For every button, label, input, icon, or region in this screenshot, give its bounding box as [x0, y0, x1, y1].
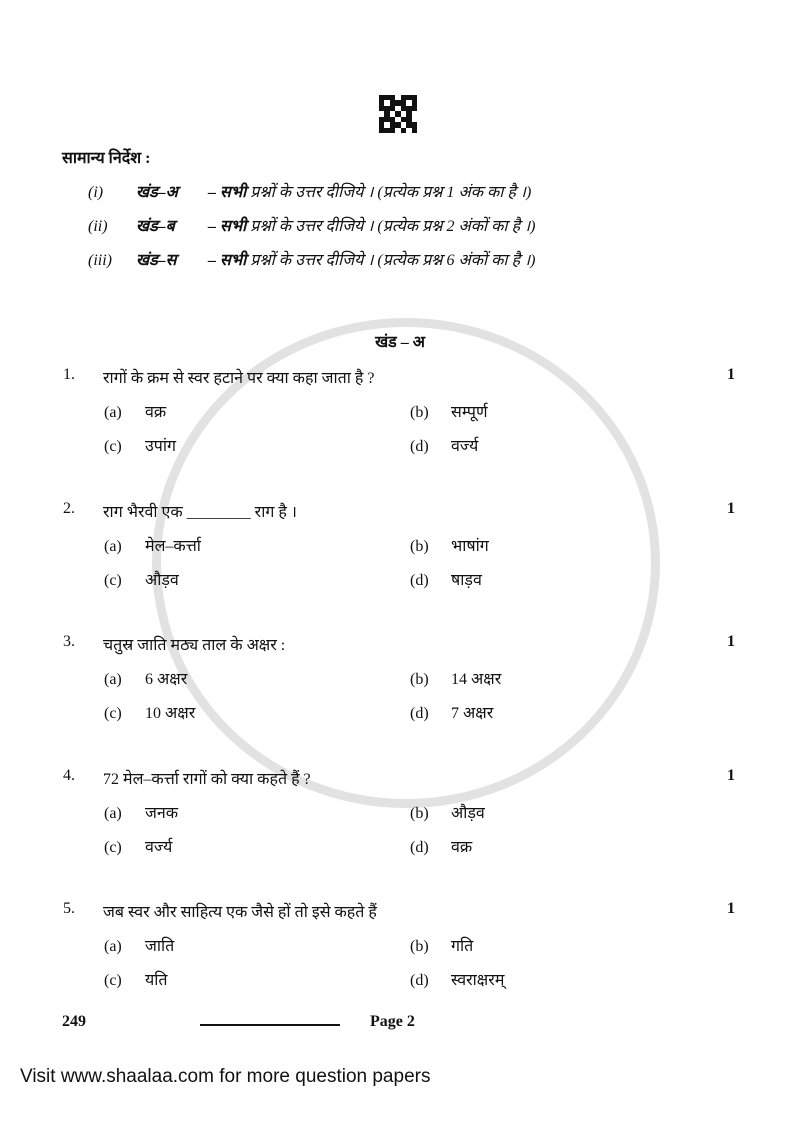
- option-label: (a): [104, 537, 122, 555]
- option: [104, 934, 174, 956]
- option-label: (b): [410, 671, 429, 688]
- option-text: सम्पूर्ण: [451, 404, 488, 421]
- general-instructions-heading: सामान्य निर्देश :: [62, 150, 151, 167]
- option-label: (a): [104, 404, 122, 421]
- instruction-numeral: (iii): [88, 252, 112, 269]
- watermark-circle: [152, 318, 660, 808]
- option-label: (a): [104, 938, 122, 955]
- question-text: राग भैरवी एक ________ राग है ।: [103, 503, 297, 521]
- option-text: 6 अक्षर: [145, 671, 188, 688]
- instruction-dash: –: [208, 184, 216, 201]
- option-label: (b): [410, 804, 429, 822]
- visit-link-text[interactable]: Visit www.shaalaa.com for more question papers: [20, 1066, 431, 1087]
- option-text: स्वराक्षरम्: [451, 972, 505, 989]
- paper-code: 249: [62, 1013, 86, 1030]
- footer-rule: [200, 1024, 340, 1026]
- option-text: भाषांग: [451, 537, 489, 555]
- option: [104, 568, 179, 590]
- option: [104, 400, 166, 422]
- option-text: वक्र: [145, 404, 167, 421]
- instruction-text: प्रश्नों के उत्तर दीजिये । (प्रत्येक प्रश्न 6 अंकों का है ।): [250, 252, 536, 269]
- instruction-section: खंड–अ: [136, 184, 178, 201]
- option-label: (a): [104, 804, 122, 822]
- question-text: 72 मेल–कर्त्ता रागों को क्या कहते हैं ?: [103, 770, 311, 788]
- question-marks: 1: [727, 499, 735, 517]
- page-number: Page 2: [370, 1013, 415, 1030]
- option-text: जनक: [145, 804, 179, 822]
- option: [104, 968, 168, 990]
- option: [410, 701, 493, 723]
- option-text: 7 अक्षर: [451, 705, 494, 722]
- instruction-all: सभी: [220, 184, 247, 201]
- question-marks: 1: [727, 633, 735, 650]
- instruction-all: सभी: [220, 252, 247, 269]
- option-label: (b): [410, 404, 429, 421]
- instruction-numeral: (ii): [88, 218, 108, 235]
- instruction-section: खंड–स: [136, 252, 177, 269]
- question-text: जब स्वर और साहित्य एक जैसे हों तो इसे कहते हैं: [103, 904, 377, 921]
- option-text: जाति: [145, 938, 175, 955]
- instruction-item: [88, 248, 535, 270]
- question-number: 3.: [63, 633, 75, 650]
- option: [410, 434, 478, 456]
- question-marks: 1: [727, 766, 735, 784]
- instruction-dash: –: [208, 252, 216, 269]
- option: [104, 801, 178, 823]
- question-number: 1.: [63, 366, 75, 383]
- section-title: खंड – अ: [375, 334, 425, 351]
- option-text: मेल–कर्त्ता: [145, 537, 201, 555]
- instruction-text: प्रश्नों के उत्तर दीजिये । (प्रत्येक प्रश्न 2 अंकों का है ।): [250, 218, 536, 235]
- option: [410, 835, 472, 857]
- option-text: 14 अक्षर: [451, 671, 502, 688]
- option-label: (d): [410, 705, 429, 722]
- option-text: षाड़व: [451, 571, 482, 589]
- option-text: औड़व: [451, 804, 485, 822]
- option: [410, 667, 501, 689]
- option-text: वर्ज्य: [145, 838, 173, 856]
- option: [410, 934, 473, 956]
- option-label: (c): [104, 438, 122, 455]
- option-label: (d): [410, 838, 429, 856]
- option-label: (d): [410, 972, 429, 989]
- question-number: 4.: [63, 766, 75, 784]
- option-text: औड़व: [145, 571, 179, 589]
- option-text: 10 अक्षर: [145, 705, 196, 722]
- option: [104, 701, 195, 723]
- option: [104, 667, 187, 689]
- instruction-item: [88, 180, 531, 202]
- option-label: (a): [104, 671, 122, 688]
- question-marks: 1: [727, 900, 735, 917]
- instruction-item: [88, 214, 535, 236]
- instruction-section: खंड–ब: [136, 218, 175, 235]
- instruction-dash: –: [208, 218, 216, 235]
- instruction-all: सभी: [220, 218, 247, 235]
- option-label: (b): [410, 537, 429, 555]
- instruction-text: प्रश्नों के उत्तर दीजिये । (प्रत्येक प्रश्न 1 अंक का है ।): [250, 184, 532, 201]
- instruction-numeral: (i): [88, 184, 104, 201]
- option-text: उपांग: [145, 438, 177, 455]
- option: [410, 568, 482, 590]
- option-label: (c): [104, 972, 122, 989]
- option-text: वर्ज्य: [451, 438, 479, 455]
- question-number: 5.: [63, 900, 75, 917]
- option: [410, 968, 504, 990]
- option-label: (d): [410, 571, 429, 589]
- option: [410, 534, 489, 556]
- option: [104, 434, 176, 456]
- option-label: (d): [410, 438, 429, 455]
- option-label: (c): [104, 571, 122, 589]
- option: [410, 801, 485, 823]
- question-text: रागों के क्रम से स्वर हटाने पर क्या कहा जाता है ?: [103, 370, 375, 387]
- question-number: 2.: [63, 499, 75, 517]
- option-text: यति: [145, 972, 168, 989]
- question-marks: 1: [727, 366, 735, 383]
- option-label: (c): [104, 705, 122, 722]
- option: [410, 400, 488, 422]
- option-text: गति: [451, 938, 474, 955]
- question-text: चतुस्र जाति मठ्य ताल के अक्षर :: [103, 637, 286, 654]
- option-text: वक्र: [451, 838, 473, 856]
- qr-code: [379, 95, 417, 133]
- option-label: (c): [104, 838, 122, 856]
- option: [104, 835, 172, 857]
- option-label: (b): [410, 938, 429, 955]
- option: [104, 534, 201, 556]
